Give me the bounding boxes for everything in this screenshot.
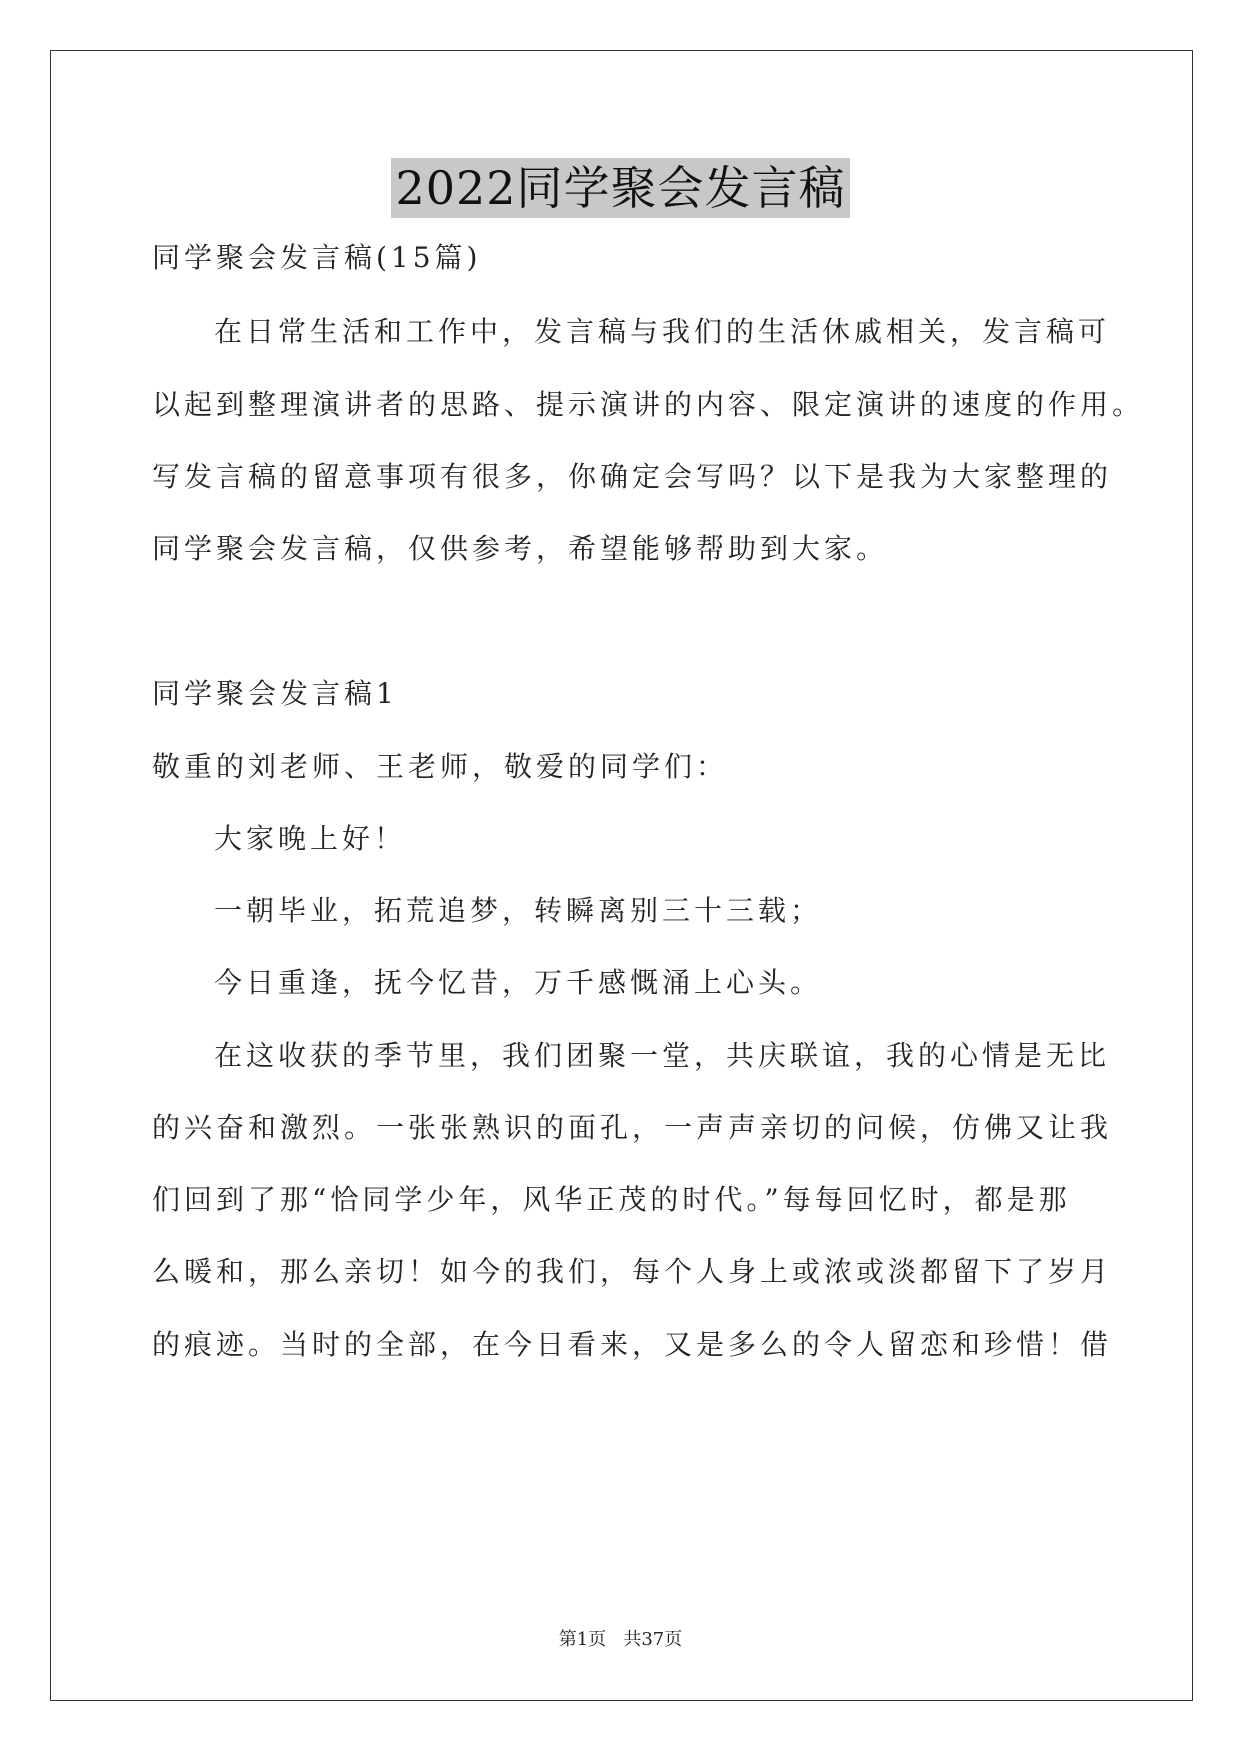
paragraph-line: 们回到了那“恰同学少年，风华正茂的时代。”每每回忆时，都是那 xyxy=(152,1183,1071,1216)
paragraph-line: 今日重逢，抚今忆昔，万千感慨涌上心头。 xyxy=(214,966,823,999)
paragraph-line: 大家晚上好！ xyxy=(214,822,407,855)
paragraph-line: 以起到整理演讲者的思路、提示演讲的内容、限定演讲的速度的作用。 xyxy=(152,388,1145,421)
page-border xyxy=(50,50,1193,1701)
paragraph-line: 的痕迹。当时的全部，在今日看来，又是多么的令人留恋和珍惜！借 xyxy=(152,1328,1113,1361)
paragraph-line: 么暖和，那么亲切！如今的我们，每个人身上或浓或淡都留下了岁月 xyxy=(152,1255,1113,1288)
paragraph-line: 一朝毕业，拓荒追梦，转瞬离别三十三载； xyxy=(214,894,823,927)
page-number-footer: 第1页 共37页 xyxy=(558,1629,683,1650)
paragraph-line: 同学聚会发言稿，仅供参考，希望能够帮助到大家。 xyxy=(152,532,889,565)
title-container xyxy=(0,158,1241,218)
subtitle-line: 同学聚会发言稿(15篇) xyxy=(152,241,482,274)
section-heading: 同学聚会发言稿1 xyxy=(152,677,398,710)
paragraph-line: 写发言稿的留意事项有很多，你确定会写吗？以下是我为大家整理的 xyxy=(152,460,1113,493)
paragraph-line: 在日常生活和工作中，发言稿与我们的生活休戚相关，发言稿可 xyxy=(214,315,1111,348)
paragraph-line: 的兴奋和激烈。一张张熟识的面孔，一声声亲切的问候，仿佛又让我 xyxy=(152,1111,1113,1144)
salutation-line: 敬重的刘老师、王老师，敬爱的同学们： xyxy=(152,750,729,783)
document-title: 2022同学聚会发言稿 xyxy=(391,158,849,218)
paragraph-line: 在这收获的季节里，我们团聚一堂，共庆联谊，我的心情是无比 xyxy=(214,1039,1111,1072)
